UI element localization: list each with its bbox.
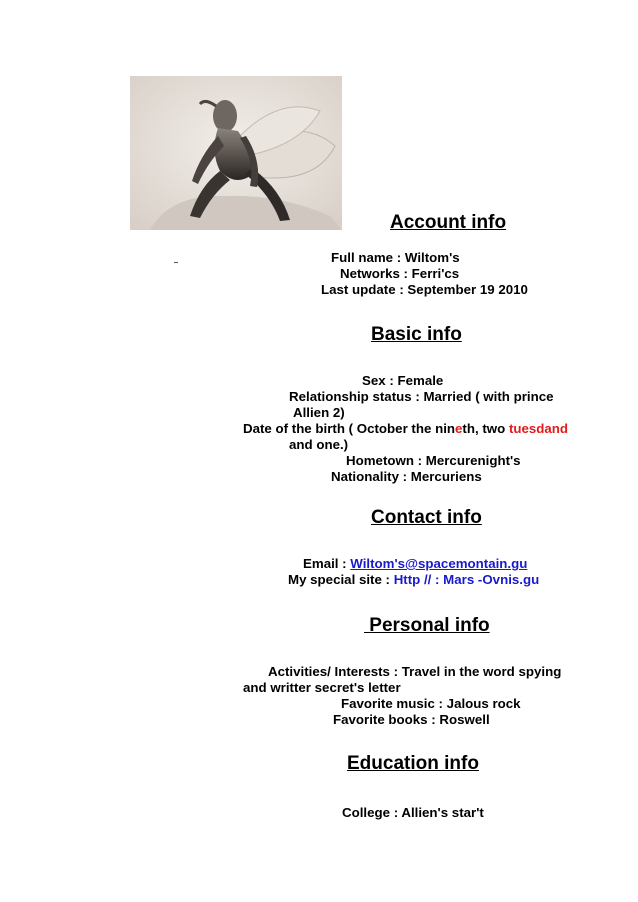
birth-text-part2: th, two [462,421,509,436]
basic-info-heading: Basic info [371,324,462,345]
sex-text: Sex : Female [362,373,444,388]
email-row [303,556,527,571]
nationality-text: Nationality : Mercuriens [331,469,482,484]
activities-line1: Activities/ Interests : Travel in the word spying [268,664,562,679]
activities-line2: and writter secret's letter [243,680,401,695]
birth-text-part1: Date of the birth ( October the nin [243,421,456,436]
special-site-link[interactable]: Http // : Mars -Ovnis.gu [393,572,540,587]
relationship-status-line2: Allien 2) [293,405,345,420]
contact-info-heading: Contact info [371,507,482,528]
personal-info-heading [364,615,490,637]
birth-text-red-letter: e [455,421,463,436]
account-info-heading: Account info [390,212,507,233]
last-update-text: Last update : September 19 2010 [321,282,528,297]
favorite-books-text: Favorite books : Roswell [333,712,490,727]
favorite-music-text: Favorite music : Jalous rock [341,696,521,711]
education-info-heading: Education info [347,753,479,774]
decorative-dash [174,262,178,263]
full-name-text: Full name : Wiltom's [331,250,460,265]
hometown-text: Hometown : Mercurenight's [346,453,521,468]
networks-text: Networks : Ferri'cs [340,266,460,281]
email-link[interactable]: Wiltom's@spacemontain.gu [350,556,528,571]
personal-info-heading-text: Personal info [369,615,490,636]
special-site-row [288,572,539,587]
profile-photo [130,76,342,230]
email-label: Email : [303,556,351,571]
college-text: College : Allien's star't [342,805,484,820]
birth-text-red-word: tuesdand [508,421,569,436]
relationship-status-line1: Relationship status : Married ( with prince [289,389,554,404]
birth-date-line2: and one.) [289,437,349,452]
special-site-label: My special site : [288,572,394,587]
birth-date-line1 [243,421,568,436]
